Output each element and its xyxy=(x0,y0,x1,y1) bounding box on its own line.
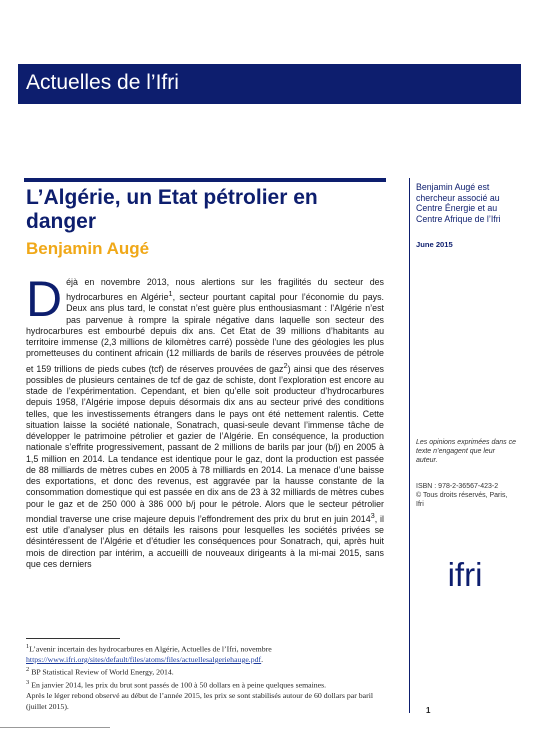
author-bio: Benjamin Augé est chercheur associé au Centre Énergie et au Centre Afrique de l’Ifri xyxy=(416,182,501,224)
article-title: L’Algérie, un Etat pétrolier en danger xyxy=(26,186,318,233)
article-body xyxy=(26,271,385,570)
footnote-ref-3: 3 xyxy=(370,510,375,520)
body-text-1: éjà en novembre 2013, nous alertions sur les fragilités du secteur des hydrocarbures en Algérie xyxy=(66,277,384,303)
footnote-number-1: 1 xyxy=(26,643,30,650)
copyright: © Tous droits réservés, Paris, Ifri xyxy=(416,492,508,508)
footnote-text-2: BP Statistical Review of World Energy, 2014. xyxy=(29,668,174,677)
footnote-number-3: 3 xyxy=(26,679,30,687)
body-text-2: , secteur pourtant capital pour l’économie du pays. Deux ans plus tard, le constat n’est guère plus enthousiasmant : l’Algérie n’est pas parvenue à rompre la spirale négative dans laquelle son secteur des hydrocarbures est embourbé depuis dix ans. Cet Etat de 39 millions d’habitants au territoire immense (2,3 millions de kilomètres carré) possède l’une des géologies les plus prometteuses du continent africain (12 milliards de barils de réserves prouvées de pétrole et 159 trillions de pieds cubes (tcf) de réserves prouvées de gaz xyxy=(26,292,385,374)
body-paragraph xyxy=(26,271,385,570)
body-text-3: ) ainsi que des réserves possibles de plusieurs centaines de tcf de gaz de schiste, dont l’exploration est encore au stade de l’expérimentation. Cependant, et bien qu’elle soit producteur d’hydrocarbures depuis 1958, l’Algérie impose depuis désormais dix ans au secteur privé des conditions telles, que les investissements étrangers dans le pays ont été nettement ralentis. Cette situation laisse la société nationale, Sonatrach, quasi-seule devant l’immense tâche de développer le patrimoine pétrolier et gazier de l’Algérie. En conséquence, la production nationale s’effrite progressivement, passant de 2 millions de barils par jour (b/j) en 2005 à 1,5 million en 2014. La tendance est identique pour le gaz, dont la production est passée de 88 milliards de mètres cubes en 2005 à 78 milliards en 2014. La menace d’une baisse des exportations, et donc des revenus, est aggravée par la hausse constante de la consommation domestique qui est passée en dix ans de 23 à 32 milliards de mètres cubes pour le gaz et de 250 000 à 386 000 b/j pour le pétrole. Alors que le secteur pétrolier mondial traverse une crise majeure depuis l’effondrement des prix du brut en juin 2014 xyxy=(26,363,384,524)
footnote-text-3: En janvier 2014, les prix du brut sont passés de 100 à 50 dollars en à peine quelques semaines. xyxy=(29,681,327,690)
footnote-3-continued: Après le léger rebond observé au début de l’année 2015, les prix se sont stabilisés autour de 60 dollars par baril (juillet 2015). xyxy=(26,691,374,711)
footnote-ref-1: 1 xyxy=(168,289,173,299)
publication-date: June 2015 xyxy=(416,240,453,249)
header-banner xyxy=(18,64,521,104)
footnote-number-2: 2 xyxy=(26,666,30,674)
footnote-1 xyxy=(26,642,384,665)
disclaimer: Les opinions exprimées dans ce texte n’engagent que leur auteur. xyxy=(416,439,517,464)
body-text-4: , il est utile d’analyser plus en détails les raisons pour lesquelles les sociétés privées se désintéressent de l’Algérie et d’étudier les conséquences pour Sonatrach, qui, après huit mois de direction par intérim, a accueilli de nouveaux dirigeants à la mi-mai 2015, sans que ces derniers xyxy=(26,513,384,569)
isbn: ISBN : 978-2-36567-423-2 xyxy=(416,483,499,490)
footnote-2 xyxy=(26,665,384,678)
logo-text: ifri xyxy=(447,556,483,593)
footnote-ref-2: 2 xyxy=(283,360,288,370)
sidebar-divider xyxy=(409,178,410,713)
footnote-rule xyxy=(26,638,120,639)
page-number: 1 xyxy=(426,706,431,715)
article-author: Benjamin Augé xyxy=(26,239,150,258)
drop-cap: D xyxy=(26,271,63,327)
footnotes xyxy=(26,642,384,712)
ifri-logo-icon xyxy=(443,548,487,594)
footnote-text-1-end: . xyxy=(261,655,264,664)
footnote-3 xyxy=(26,678,384,691)
series-title: Actuelles de l’Ifri xyxy=(26,71,179,94)
footnote-text-1: L’avenir incertain des hydrocarbures en Algérie, Actuelles de l’Ifri, novembre xyxy=(29,644,272,654)
footnote-link[interactable]: https://www.ifri.org/sites/default/files/atoms/files/actuellesalgeriehauge.pdf xyxy=(26,655,262,664)
title-rule xyxy=(24,178,386,182)
bottom-rule xyxy=(0,727,110,728)
